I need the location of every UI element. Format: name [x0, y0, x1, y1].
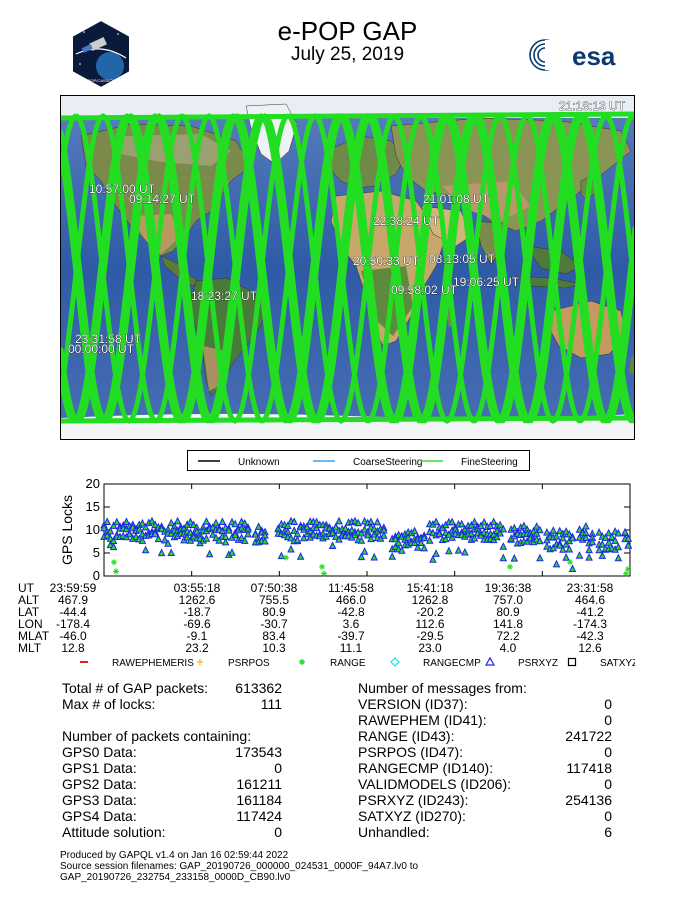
y-tick-label: 0: [92, 568, 100, 583]
legend-label: FineSteering: [461, 457, 518, 468]
stat-label: VERSION (ID37):: [358, 696, 468, 712]
orbit-cell: 11:45:58: [328, 581, 374, 595]
y-tick-label: 20: [85, 478, 100, 491]
stat-value: 6: [604, 824, 612, 840]
psrxyz-point: [500, 543, 506, 549]
stat-value: 254136: [565, 792, 612, 808]
orbit-cell: -9.1: [186, 629, 208, 643]
orbit-cell: 11.1: [339, 641, 363, 655]
psrxyz-point: [371, 554, 377, 560]
orbit-cell: 83.4: [262, 629, 286, 643]
footer-line-1: Produced by GAPQL v1.4 on Jan 16 02:59:44 2022: [60, 850, 289, 861]
legend-symbol: [569, 659, 576, 666]
psrxyz-point: [537, 555, 543, 561]
orbit-cell: -42.8: [337, 605, 365, 619]
range-point: [507, 564, 513, 570]
psrxyz-point: [433, 519, 439, 525]
map-time-label: 19:06:25 UT: [453, 275, 520, 289]
stat-value: 613362: [235, 680, 282, 696]
orbit-cell: -39.7: [337, 629, 365, 643]
y-tick-label: 5: [92, 545, 100, 560]
orbit-cell: -178.4: [55, 617, 91, 631]
psrxyz-point: [123, 519, 129, 525]
legend-label: RANGECMP: [423, 658, 481, 669]
psrxyz-point: [481, 519, 487, 525]
orbit-cell: 07:50:38: [250, 581, 298, 595]
psrxyz-point: [554, 561, 560, 567]
stat-value: 173543: [235, 744, 282, 760]
legend-label: RAWEPHEMERIS: [112, 658, 194, 669]
stat-label: GPS2 Data:: [62, 776, 137, 792]
psrxyz-point: [511, 555, 517, 561]
orbit-cell: 03:55:18: [173, 581, 221, 595]
psrxyz-point: [456, 547, 462, 553]
psrxyz-point: [615, 544, 621, 550]
stat-label: GPS0 Data:: [62, 744, 137, 760]
stat-label: Unhandled:: [358, 824, 430, 840]
psrxyz-point: [168, 550, 174, 556]
epop-logo: [66, 18, 136, 90]
range-point: [283, 555, 289, 561]
message-legend: [60, 652, 635, 673]
stat-row: [62, 696, 282, 712]
orbit-cell: 23:31:58: [566, 581, 614, 595]
stat-value: 161211: [236, 776, 282, 792]
orbit-cell: 141.8: [492, 617, 524, 631]
stat-row: [358, 728, 618, 744]
stat-row: [62, 824, 282, 840]
map-time-label: 21:18:13 UT: [559, 99, 626, 113]
legend-symbol: [391, 658, 399, 666]
orbit-cell: 467.9: [57, 593, 89, 607]
legend-label: Unknown: [238, 457, 280, 468]
orbit-cell: -30.7: [260, 617, 288, 631]
psrxyz-point: [462, 549, 468, 555]
map-time-label: 10:57:00 UT: [89, 182, 156, 196]
psrxyz-point: [412, 528, 418, 534]
orbit-cell: -174.3: [572, 617, 608, 631]
stat-value: 241722: [565, 728, 612, 744]
orbit-cell: 464.6: [574, 593, 606, 607]
orbit-row-label: LAT: [18, 605, 40, 619]
orbit-cell: -69.6: [183, 617, 211, 631]
stat-row: [62, 760, 282, 776]
orbit-cell: -44.4: [59, 605, 87, 619]
psrxyz-point: [596, 547, 602, 553]
range-point: [319, 564, 325, 570]
psrxyz-point: [430, 556, 436, 562]
psrxyz-point: [336, 518, 342, 524]
legend-label: CoarseSteering: [353, 457, 423, 468]
orbit-cell: 12.8: [61, 641, 85, 655]
psrxyz-point: [175, 518, 181, 524]
psrxyz-point: [362, 548, 368, 554]
stat-label: RANGE (ID43):: [358, 728, 455, 744]
psrxyz-point: [433, 550, 439, 556]
map-time-label: 21:01:08 UT: [423, 192, 490, 206]
stat-label: GPS3 Data:: [62, 792, 137, 808]
psrxyz-point: [288, 546, 294, 552]
y-tick-label: 10: [85, 522, 100, 537]
range-point: [113, 568, 119, 574]
footer-line-2: Source session filenames: GAP_20190726_000000_024531_0000F_94A7.lv0 to: [60, 861, 419, 872]
stats-right: [358, 680, 618, 840]
orbit-cell: 466.0: [335, 593, 367, 607]
psrxyz-point: [143, 547, 149, 553]
stat-row: [62, 776, 282, 792]
stat-row: [358, 680, 618, 696]
stat-label: Number of packets containing:: [62, 728, 252, 744]
stat-value: 0: [604, 744, 612, 760]
stat-row: [62, 712, 282, 728]
psrxyz-point: [586, 547, 592, 553]
stat-label: Total # of GAP packets:: [62, 680, 209, 696]
stat-label: Number of messages from:: [358, 680, 527, 696]
orbit-cell: 80.9: [262, 605, 286, 619]
stat-value: 0: [604, 696, 612, 712]
map-time-label: 23:31:58 UT: [75, 332, 142, 346]
orbit-cell: -29.5: [416, 629, 444, 643]
stat-value: 161184: [236, 792, 282, 808]
stat-row: [62, 792, 282, 808]
legend-label: PSRPOS: [228, 658, 270, 669]
orbit-cell: 23.2: [185, 641, 209, 655]
psrxyz-point: [330, 543, 336, 549]
orbit-cell: 15:41:18: [406, 581, 454, 595]
orbit-row-label: ALT: [18, 593, 40, 607]
orbit-cell: 757.0: [492, 593, 524, 607]
stat-label: GPS1 Data:: [62, 760, 137, 776]
psrxyz-point: [219, 519, 225, 525]
psrxyz-point: [207, 551, 213, 557]
legend-symbol: [197, 659, 203, 665]
psrxyz-point: [104, 519, 110, 525]
orbit-cell: 1262.8: [411, 593, 449, 607]
stat-row: [358, 776, 618, 792]
orbit-cell: 23:59:59: [49, 581, 97, 595]
psrxyz-point: [213, 520, 219, 526]
stat-row: [62, 744, 282, 760]
psrxyz-point: [229, 549, 235, 555]
range-point: [111, 559, 117, 565]
stat-row: [358, 712, 618, 728]
stat-row: [358, 760, 618, 776]
orbit-cell: 72.2: [496, 629, 520, 643]
psrxyz-point: [491, 519, 497, 525]
stat-row: [62, 680, 282, 696]
orbit-cell: 1262.6: [178, 593, 216, 607]
page-date: July 25, 2019: [290, 44, 405, 65]
stat-value: 0: [274, 760, 282, 776]
map-time-label: 20:50:33 UT: [353, 254, 420, 268]
epop-logo-text: e-POP/CASSIOPE: [84, 78, 118, 83]
psrxyz-point: [159, 550, 165, 556]
psrxyz-point: [570, 566, 576, 572]
stat-value: 117424: [236, 808, 282, 824]
y-tick-label: 15: [85, 499, 100, 514]
gps-locks-chart: [0, 478, 695, 588]
psrxyz-point: [298, 553, 304, 559]
stat-label: PSRPOS (ID47):: [358, 744, 464, 760]
gps-series: [101, 518, 631, 577]
stat-label: VALIDMODELS (ID206):: [358, 776, 512, 792]
orbit-row-label: UT: [18, 581, 34, 595]
orbit-cell: 755.5: [258, 593, 290, 607]
stat-label: Attitude solution:: [62, 824, 166, 840]
legend-label: PSRXYZ: [518, 658, 559, 669]
psrxyz-point: [389, 553, 395, 559]
message-legend-canvas: [60, 652, 635, 673]
orbit-cell: 12.6: [578, 641, 602, 655]
steering-legend-canvas: [188, 451, 529, 470]
psrxyz-point: [374, 519, 380, 525]
psrxyz-point: [550, 527, 556, 533]
psrxyz-point: [446, 548, 452, 554]
orbit-cell: -18.7: [183, 605, 211, 619]
psrxyz-point: [114, 519, 120, 525]
orbit-cell: 80.9: [496, 605, 520, 619]
stat-label: RAWEPHEM (ID41):: [358, 712, 487, 728]
psrxyz-point: [563, 554, 569, 560]
stat-row: [358, 808, 618, 824]
psrxyz-point: [577, 552, 583, 558]
map-canvas: [61, 96, 635, 440]
orbit-cell: -41.2: [576, 605, 604, 619]
stat-row: [358, 824, 618, 840]
orbit-table: [0, 582, 695, 654]
psrxyz-point: [596, 529, 602, 535]
map-time-label: 18:23:27 UT: [191, 289, 258, 303]
orbit-row-label: MLAT: [18, 629, 50, 643]
psrxyz-point: [256, 523, 262, 529]
esa-logo: [528, 38, 638, 72]
footer-line-3: GAP_20190726_232754_233158_0000D_CB90.lv0: [60, 872, 291, 883]
stat-value: 0: [604, 712, 612, 728]
stats-left: [62, 680, 282, 840]
orbit-cell: 23.0: [418, 641, 442, 655]
stat-label: Max # of locks:: [62, 696, 156, 712]
esa-logo-text: esa: [572, 41, 616, 71]
map-time-label: 08:13:05 UT: [429, 252, 496, 266]
legend-symbol: [486, 658, 494, 665]
stat-value: 117418: [566, 760, 612, 776]
map-time-label: 09:14:27 UT: [129, 192, 196, 206]
psrxyz-point: [583, 523, 589, 529]
psrxyz-point: [615, 555, 621, 561]
orbit-cell: 19:36:38: [484, 581, 532, 595]
stat-label: GPS4 Data:: [62, 808, 137, 824]
map-time-label: 09:58:02 UT: [391, 283, 458, 297]
stat-value: 0: [274, 824, 282, 840]
steering-legend: [187, 450, 530, 471]
orbit-cell: -20.2: [416, 605, 444, 619]
footer: [60, 850, 660, 883]
legend-label: SATXYZ: [600, 658, 635, 669]
orbit-cell: -42.3: [576, 629, 604, 643]
stat-value: 0: [604, 808, 612, 824]
stat-value: 111: [260, 696, 282, 712]
psrxyz-point: [586, 554, 592, 560]
stat-label: SATXYZ (ID270):: [358, 808, 466, 824]
stat-row: [358, 744, 618, 760]
stat-row: [358, 696, 618, 712]
page-title: e-POP GAP: [277, 16, 418, 46]
stat-value: 0: [604, 776, 612, 792]
orbit-row-label: LON: [18, 617, 43, 631]
world-map: [60, 95, 635, 440]
stat-label: RANGECMP (ID140):: [358, 760, 494, 776]
orbit-cell: 4.0: [499, 641, 517, 655]
orbit-cell: 10.3: [262, 641, 286, 655]
orbit-cell: -46.0: [59, 629, 87, 643]
orbit-cell: 112.6: [415, 617, 445, 631]
psrxyz-point: [472, 519, 478, 525]
y-axis-label: GPS Locks: [59, 494, 75, 566]
stat-row: [62, 728, 282, 744]
legend-label: RANGE: [330, 658, 366, 669]
psrxyz-point: [599, 552, 605, 558]
map-time-label: 00:00:00 UT: [68, 342, 135, 356]
psrxyz-point: [500, 555, 506, 561]
orbit-row-label: MLT: [18, 641, 42, 655]
stat-row: [358, 792, 618, 808]
legend-symbol: [299, 659, 305, 665]
map-time-label: 22:38:24 UT: [373, 214, 440, 228]
orbit-track: [61, 418, 635, 421]
stat-row: [62, 808, 282, 824]
orbit-cell: 3.6: [342, 617, 360, 631]
psrxyz-point: [203, 518, 209, 524]
stat-label: PSRXYZ (ID243):: [358, 792, 469, 808]
